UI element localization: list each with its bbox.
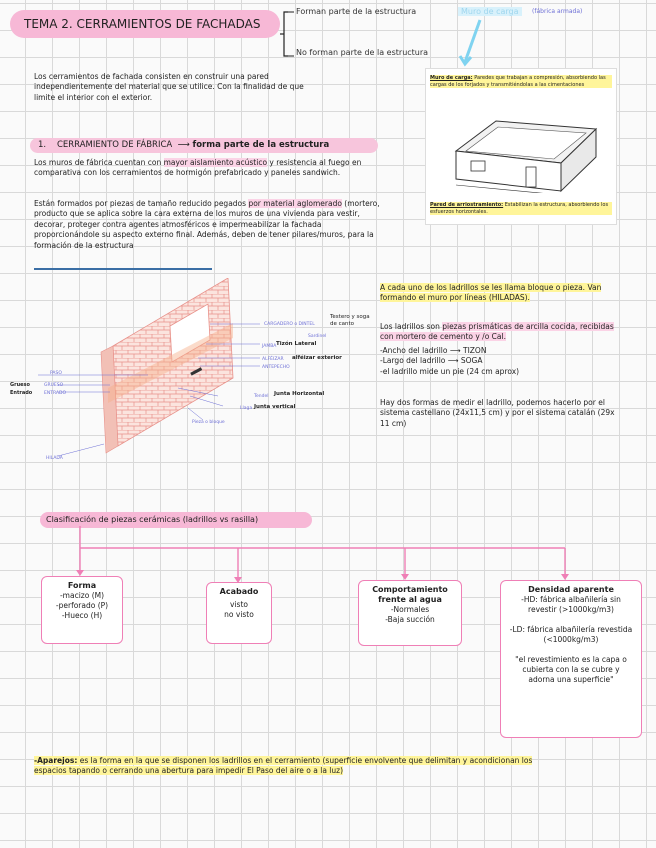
right-paragraph-3: Hay dos formas de medir el ladrillo, podemos hacerlo por el sistema castellano (24x11,5 cm) y por el sistema catalán (29x 11 cm): [380, 398, 615, 428]
label-sardinel: Sardinel: [308, 334, 327, 339]
label-pieza: Pieza o bloque: [192, 420, 225, 425]
load-wall-diagram: [425, 68, 617, 225]
class-box-densidad: Densidad aparente -HD: fábrica albañilería sin revestir (>1000kg/m3) -LD: fábrica albañilería revestida (<1000kg/m3) "el revestimiento es la capa o cubierta con la se cubre y adorna una superficie": [500, 580, 642, 738]
branch-top-box: Muro de carga: [458, 7, 522, 16]
page-title: TEMA 2. CERRAMIENTOS DE FACHADAS: [10, 10, 280, 38]
note-alfeizar: alféizar exterior: [292, 355, 342, 361]
section-number: 1.: [38, 140, 47, 150]
right-paragraph-2: Los ladrillos son piezas prismáticas de arcilla cocida, recibidas con mortero de cemento y /o Cal.: [380, 322, 614, 342]
label-llaga: Llaga: [240, 406, 253, 411]
label-paso: PASO: [50, 371, 62, 376]
branch-bottom-text: No forman parte de la estructura: [296, 48, 429, 57]
bracing-wall-text: Estabilizan la estructura, absorbiendo los esfuerzos horizontales.: [430, 202, 609, 215]
note-llaga: Junta vertical: [254, 404, 296, 410]
note-soga: Testero y soga de canto: [330, 314, 370, 327]
section-title: CERRAMIENTO DE FÁBRICA: [56, 140, 173, 150]
note-tendel: Junta Horizontal: [274, 391, 325, 397]
label-antepecho: ANTEPECHO: [262, 365, 290, 370]
note-entrado: Entrado: [10, 390, 33, 396]
class-box-forma: Forma -macizo (M) -perforado (P) -Hueco (H): [41, 576, 123, 644]
load-wall-label: Muro de carga:: [430, 75, 473, 81]
branch-top-text: Forman parte de la estructura: [296, 7, 417, 16]
classification-title: Clasificación de piezas cerámicas (ladrillos vs rasilla): [40, 512, 312, 528]
aparejos-definition: -Aparejos: es la forma en la que se disponen los ladrillos en el cerramiento (superficie envolvente que delimitan y acondicionan los espacios tapando o cerrando una abertura para impedir El Paso del aire o a la luz): [34, 756, 533, 776]
section-divider: [34, 268, 212, 270]
label-hilada: HILADA: [46, 456, 63, 461]
intro-text: Los cerramientos de fachada consisten en construir una pared independientemente del material que se utilice. Con la finalidad de que limite el interior con el exterior.: [34, 72, 304, 102]
house-sketch: [436, 101, 606, 193]
label-grueso: GRUESO: [44, 383, 64, 388]
note-grueso: Grueso: [10, 382, 30, 388]
section-header: [30, 138, 378, 153]
right-list: -Ancho del ladrillo ⟶ TIZON -Largo del ladrillo ⟶ SOGA -el ladrillo mide un pie (24 cm aprox): [380, 346, 520, 376]
section-paragraph-1: Los muros de fábrica cuentan con mayor aislamiento acústico y resistencia al fuego en comparativa con los cerramientos de hormigón prefabricado y paneles sandwich.: [34, 158, 362, 178]
classification-connectors: [0, 526, 656, 582]
label-jamba: JAMBA: [262, 344, 277, 349]
right-paragraph-1: A cada uno de los ladrillos se les llama bloque o pieza. Van formando el muro por líneas (HILADAS).: [380, 283, 602, 303]
load-wall-text: Paredes que trabajan a compresión, absorbiendo las cargas de los forjados y transmitiéndolas a las cimentaciones: [430, 75, 606, 88]
class-box-agua: Comportamiento frente al agua -Normales -Baja succión: [358, 580, 462, 646]
label-entrado: ENTRADO: [44, 391, 66, 396]
bracing-wall-label: Pared de arriostramiento:: [430, 202, 504, 208]
section-paragraph-2: Están formados por piezas de tamaño reducido pegados por material aglomerado (mortero, producto que se aplica sobre la cara externa de los muros de una vivienda para vestir, decorar, proteger contra agentes atmosféricos e impermeabilizar la fachada proporcionándole su aspecto externo final. Además, deben de tener pilares/muros, para la formación de la estructura: [34, 199, 380, 250]
label-alfeizar: ALFÉIZAR: [262, 357, 284, 362]
label-dintel: CARGADERO o DINTEL: [264, 322, 315, 327]
brick-wall-illustration: [38, 278, 338, 463]
label-tendel: Tendel: [254, 394, 269, 399]
arrow-right-icon: ⟶: [177, 140, 190, 150]
branch-top-note: (fábrica armada): [532, 8, 583, 15]
class-box-acabado: Acabado visto no visto: [206, 582, 272, 644]
section-arrow-note: forma parte de la estructura: [192, 140, 330, 150]
note-tizon-lateral: Tizón Lateral: [276, 341, 317, 347]
